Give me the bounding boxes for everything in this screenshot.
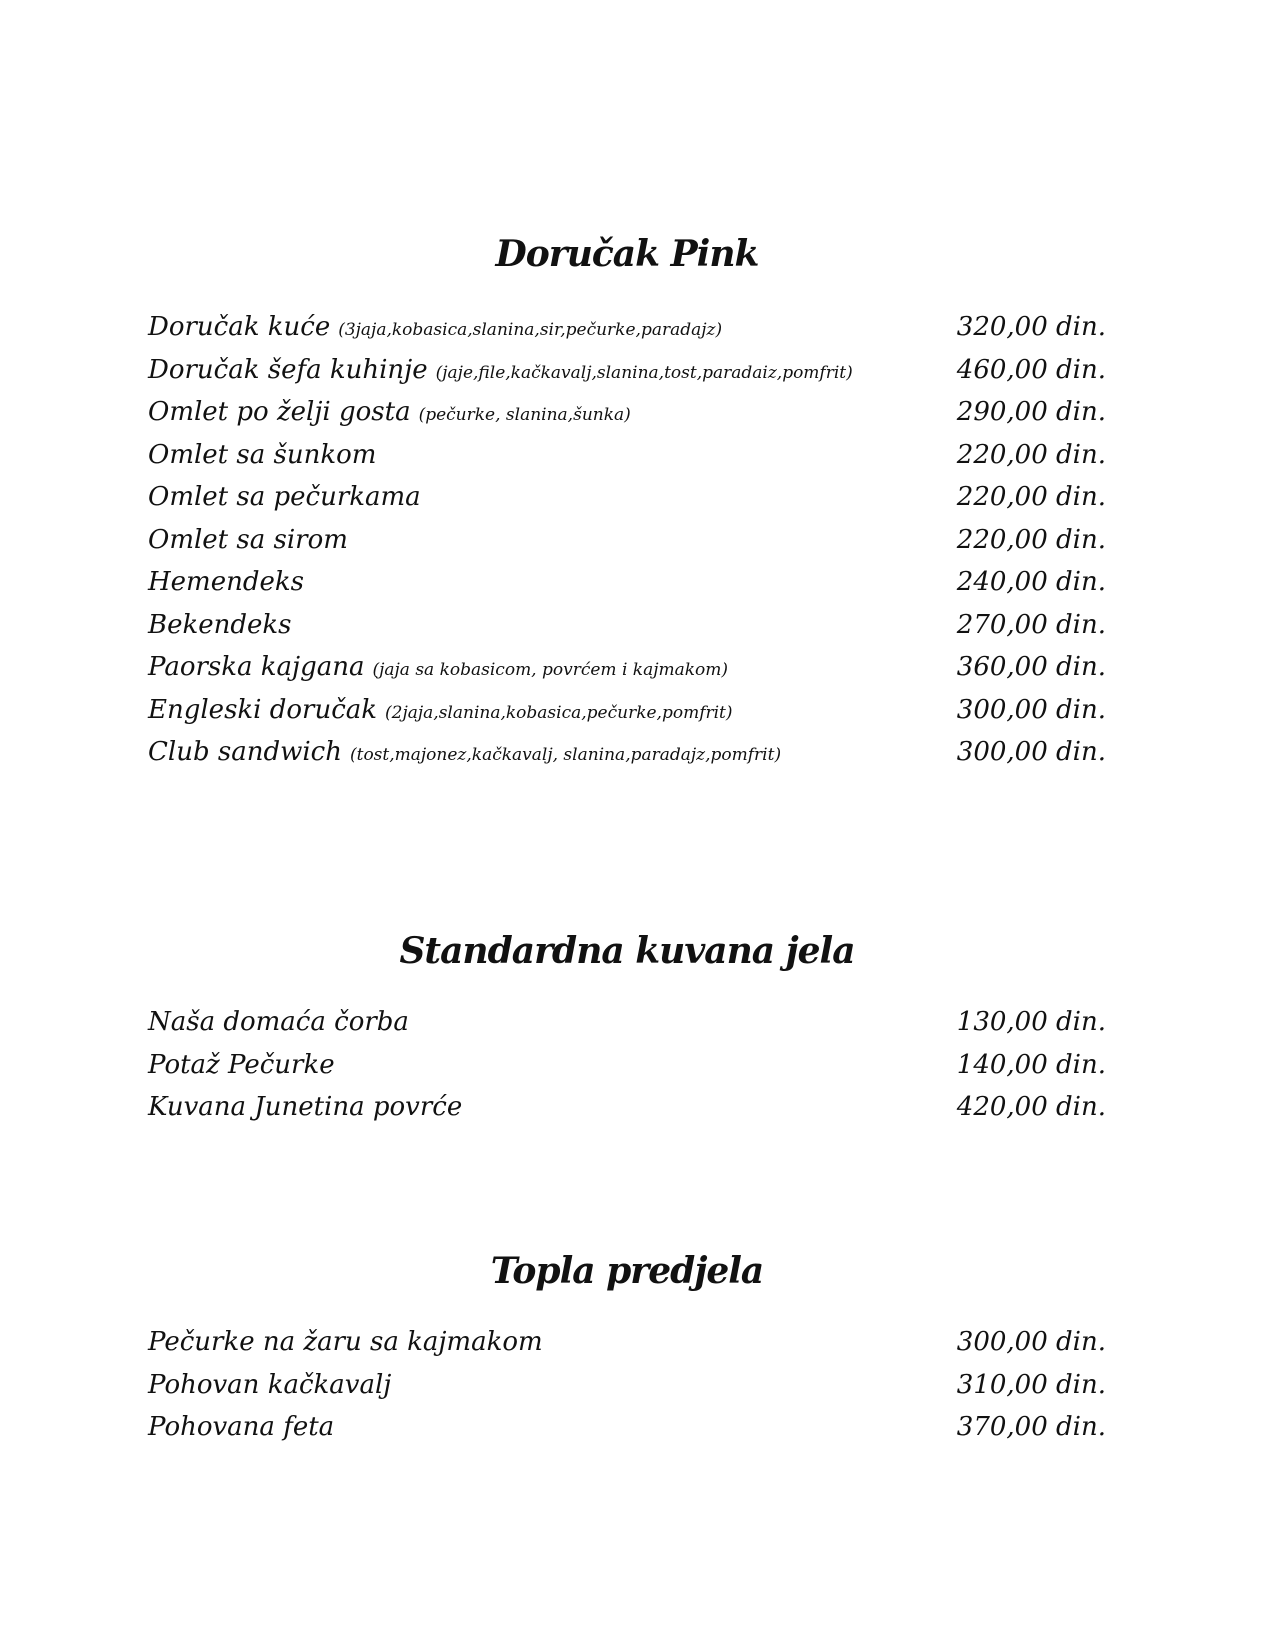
menu-item-price: 420,00 din. [956, 1092, 1106, 1122]
menu-item-price: 300,00 din. [956, 1327, 1106, 1357]
menu-item [148, 1364, 1106, 1407]
menu-item-price: 220,00 din. [956, 439, 1106, 470]
items-breakfast [148, 306, 1106, 774]
menu-item-price: 370,00 din. [956, 1412, 1106, 1442]
menu-item [148, 604, 1106, 647]
menu-item-price: 300,00 din. [956, 694, 1106, 725]
menu-item-description: (pečurke, slanina,šunka) [418, 405, 631, 425]
menu-item-price: 140,00 din. [956, 1049, 1106, 1080]
menu-item [148, 476, 1106, 519]
menu-item-price: 270,00 din. [956, 609, 1106, 640]
menu-item [148, 306, 1106, 349]
menu-item [148, 434, 1106, 477]
menu-item-price: 320,00 din. [956, 312, 1106, 342]
menu-item-description: (3jaja,kobasica,slanina,sir,pečurke,paradajz) [338, 320, 723, 340]
menu-item-name: Paorska kajgana [148, 652, 365, 682]
section-breakfast [148, 228, 1106, 774]
menu-item-name: Hemendeks [148, 567, 304, 597]
menu-item [148, 1406, 1106, 1449]
menu-item-name: Doručak šefa kuhinje [148, 354, 428, 385]
menu-item-name: Pohovana feta [148, 1412, 335, 1442]
menu-item-description: (jaje,file,kačkavalj,slanina,tost,paradaiz,pomfrit) [435, 362, 853, 383]
menu-item-price: 300,00 din. [956, 737, 1106, 767]
menu-item-name: Omlet sa šunkom [148, 439, 377, 470]
items-cooked-dishes [148, 1001, 1106, 1129]
menu-item-name: Club sandwich [148, 737, 342, 767]
menu-item-price: 460,00 din. [956, 354, 1106, 385]
menu-item-price: 220,00 din. [956, 482, 1106, 512]
menu-item-price: 240,00 din. [956, 567, 1106, 597]
menu-item-name: Engleski doručak [148, 694, 378, 725]
menu-item [148, 519, 1106, 562]
menu-item-price: 360,00 din. [956, 652, 1106, 682]
menu-item-name: Doručak kuće [148, 312, 331, 342]
section-warm-appetizers [148, 1245, 1106, 1449]
menu-item-price: 220,00 din. [956, 524, 1106, 555]
menu-item [148, 646, 1106, 689]
menu-item [148, 391, 1106, 434]
menu-item-name: Omlet po želji gosta [148, 397, 411, 427]
menu-item-price: 130,00 din. [956, 1007, 1106, 1037]
menu-item-name: Bekendeks [148, 609, 292, 640]
menu-item-price: 290,00 din. [956, 397, 1106, 427]
menu-item-description: (2jaja,slanina,kobasica,pečurke,pomfrit) [385, 702, 733, 723]
menu-item [148, 349, 1106, 392]
section-title-cooked-dishes: Standardna kuvana jela [399, 930, 855, 972]
menu-item-description: (tost,majonez,kačkavalj, slanina,paradajz,pomfrit) [349, 745, 782, 765]
menu-item [148, 1321, 1106, 1364]
section-title-warm-appetizers: Topla predjela [490, 1250, 764, 1292]
menu-item-price: 310,00 din. [956, 1369, 1106, 1400]
menu-item-name: Naša domaća čorba [148, 1007, 409, 1037]
menu-item [148, 1044, 1106, 1087]
menu-item-name: Potaž Pečurke [148, 1049, 335, 1080]
items-warm-appetizers [148, 1321, 1106, 1449]
menu-item-name: Kuvana Junetina povrće [148, 1092, 463, 1122]
section-title-breakfast: Doručak Pink [495, 233, 759, 275]
menu-item-name: Pečurke na žaru sa kajmakom [148, 1327, 543, 1357]
menu-item-name: Omlet sa sirom [148, 524, 348, 555]
section-cooked-dishes [148, 925, 1106, 1129]
menu-item [148, 1001, 1106, 1044]
menu-item [148, 561, 1106, 604]
menu-item [148, 731, 1106, 774]
menu-item [148, 1086, 1106, 1129]
menu-item-description: (jaja sa kobasicom, povrćem i kajmakom) [372, 660, 729, 680]
menu-item [148, 689, 1106, 732]
menu-item-name: Pohovan kačkavalj [148, 1369, 392, 1400]
menu-item-name: Omlet sa pečurkama [148, 482, 421, 512]
